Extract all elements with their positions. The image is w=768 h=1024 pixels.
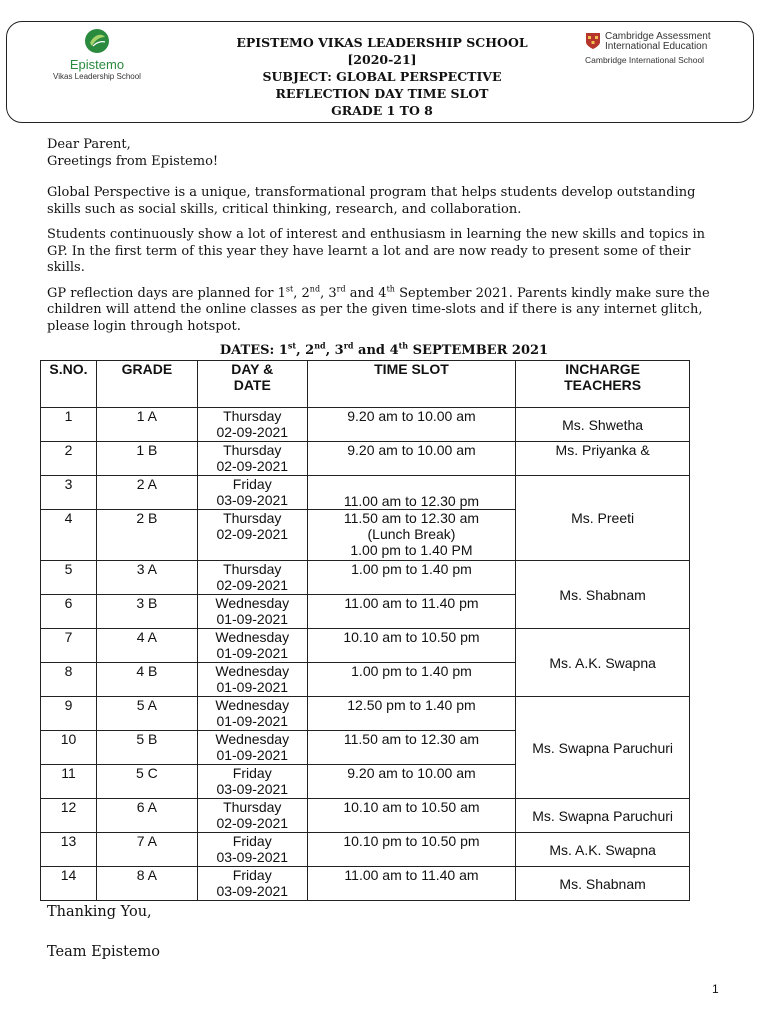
teacher-cell: Ms. Priyanka & xyxy=(516,442,690,476)
table-row: 4 2 B Thursday 02-09-2021 11.50 am to 12.30 am (Lunch Break) 1.00 pm to 1.40 PM xyxy=(41,510,690,561)
cambridge-line1: Cambridge Assessment xyxy=(605,31,711,42)
logo-subtitle: Vikas Leadership School xyxy=(53,72,141,81)
salutation: Dear Parent, xyxy=(47,137,131,152)
paragraph-1: Global Perspective is a unique, transformational program that helps students develop outstanding skills such as social skills, critical thinking, research, and collaboration. xyxy=(47,185,696,217)
timeslot-table xyxy=(40,360,690,901)
paragraph-2: Students continuously show a lot of interest and enthusiasm in learning the new skills and topics in GP. In the first term of this year they have learnt a lot and are now ready to present some of their skills. xyxy=(47,227,705,275)
doc-title: REFLECTION DAY TIME SLOT xyxy=(275,86,489,101)
teacher-cell: Ms. A.K. Swapna xyxy=(516,629,690,697)
header-sno: S.NO. xyxy=(41,361,97,408)
table-row: 13 7 A Friday 03-09-2021 10.10 pm to 10.50 pm Ms. A.K. Swapna xyxy=(41,833,690,867)
closing-thanks: Thanking You, xyxy=(47,904,152,920)
table-row: 14 8 A Friday 03-09-2021 11.00 am to 11.40 am Ms. Shabnam xyxy=(41,867,690,901)
header-grade: GRADE xyxy=(96,361,197,408)
dates-heading: DATES: 1st, 2nd, 3rd and 4th SEPTEMBER 2021 xyxy=(219,340,549,358)
teacher-cell: Ms. Swapna Paruchuri xyxy=(516,799,690,833)
cambridge-line2: International Education xyxy=(605,41,708,52)
header-box xyxy=(6,21,754,123)
table-row: 1 1 A Thursday 02-09-2021 9.20 am to 10.00 am Ms. Shwetha xyxy=(41,408,690,442)
paragraph-3: GP reflection days are planned for 1st, 2nd, 3rd and 4th September 2021. Parents kindly make sure the children will attend the online classes as per the given time-slots and if there is any internet glitch, please login through hotspot. xyxy=(47,284,710,334)
header-teachers: INCHARGE TEACHERS xyxy=(516,361,690,408)
header-title xyxy=(187,34,577,119)
greeting: Greetings from Epistemo! xyxy=(47,153,219,169)
subject-line: SUBJECT: GLOBAL PERSPECTIVE xyxy=(262,69,502,84)
logo-name: Epistemo xyxy=(69,57,125,72)
table-row: 5 3 A Thursday 02-09-2021 1.00 pm to 1.40 pm Ms. Shabnam xyxy=(41,561,690,595)
letter-body xyxy=(47,137,717,335)
page-number: 1 xyxy=(712,982,719,996)
epistemo-leaf-icon xyxy=(84,28,110,54)
closing-team: Team Epistemo xyxy=(47,944,160,960)
cambridge-shield-icon xyxy=(585,32,601,50)
table-row: 2 1 B Thursday 02-09-2021 9.20 am to 10.00 am Ms. Priyanka & xyxy=(41,442,690,476)
table-row: 6 3 B Wednesday 01-09-2021 11.00 am to 11.40 pm xyxy=(41,595,690,629)
teacher-cell: Ms. Preeti xyxy=(516,476,690,561)
table-row: 11 5 C Friday 03-09-2021 9.20 am to 10.00 am xyxy=(41,765,690,799)
teacher-cell: Ms. Swapna Paruchuri xyxy=(516,697,690,799)
header-time-slot: TIME SLOT xyxy=(307,361,516,408)
table-row: 10 5 B Wednesday 01-09-2021 11.50 am to 12.30 am xyxy=(41,731,690,765)
table-header-row xyxy=(41,361,690,408)
header-day-date: DAY & DATE xyxy=(197,361,307,408)
teacher-cell: Ms. Shwetha xyxy=(516,408,690,442)
teacher-cell: Ms. Shabnam xyxy=(516,867,690,901)
table-row: 9 5 A Wednesday 01-09-2021 12.50 pm to 1.40 pm Ms. Swapna Paruchuri xyxy=(41,697,690,731)
cambridge-logo xyxy=(585,32,735,65)
table-row: 12 6 A Thursday 02-09-2021 10.10 am to 10.50 am Ms. Swapna Paruchuri xyxy=(41,799,690,833)
teacher-cell: Ms. Shabnam xyxy=(516,561,690,629)
academic-year: [2020-21] xyxy=(347,52,417,67)
table-row: 7 4 A Wednesday 01-09-2021 10.10 am to 10.50 pm Ms. A.K. Swapna xyxy=(41,629,690,663)
school-name: EPISTEMO VIKAS LEADERSHIP SCHOOL xyxy=(236,35,528,50)
teacher-cell: Ms. A.K. Swapna xyxy=(516,833,690,867)
grade-range: GRADE 1 TO 8 xyxy=(331,103,433,118)
table-row: 8 4 B Wednesday 01-09-2021 1.00 pm to 1.40 pm xyxy=(41,663,690,697)
cambridge-sub: Cambridge International School xyxy=(585,55,705,65)
table-row: 3 2 A Friday 03-09-2021 11.00 am to 12.30 pm Ms. Preeti xyxy=(41,476,690,510)
epistemo-logo xyxy=(47,28,147,81)
